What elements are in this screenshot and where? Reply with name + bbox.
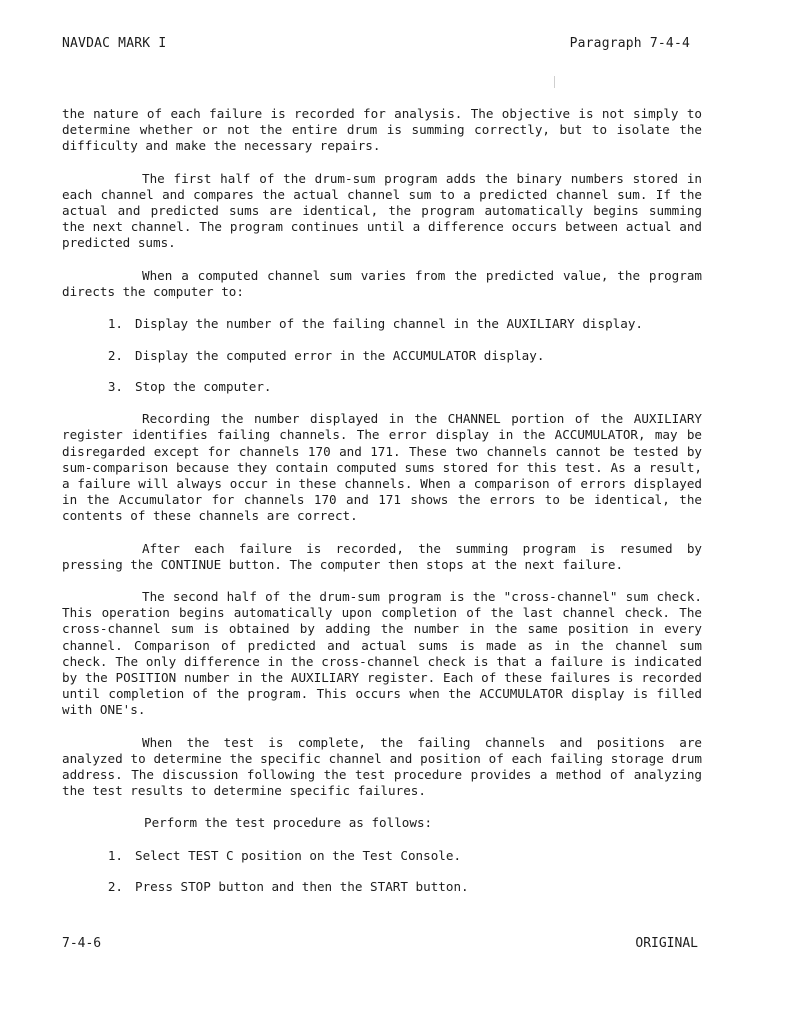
list-number: 3. bbox=[107, 379, 123, 395]
paragraph: When the test is complete, the failing channels and positions are analyzed to determine the specific channel and position of each failing storage drum address. The discussion following the test procedure provides a method of analyzing the test results to determine specific failures. bbox=[62, 734, 702, 799]
list-item bbox=[62, 316, 702, 332]
header-paragraph-ref: Paragraph 7-4-4 bbox=[569, 36, 690, 51]
step-number: 1. bbox=[107, 847, 123, 863]
scan-mark bbox=[554, 76, 555, 88]
list-number: 2. bbox=[107, 347, 123, 363]
step-text: Select TEST C position on the Test Console. bbox=[135, 847, 462, 863]
list-text: Stop the computer. bbox=[135, 379, 272, 395]
footer-status: ORIGINAL bbox=[635, 936, 698, 951]
step-number: 2. bbox=[107, 879, 123, 895]
paragraph: Recording the number displayed in the CHANNEL portion of the AUXILIARY register identifies failing channels. The error display in the ACCUMULATOR, may be disregarded except for channels 170 and 171. These two channels cannot be tested by sum-comparison because they contain computed sums stored for this test. As a result, a failure will always occur in these channels. When a comparison of errors displayed in the Accumulator for channels 170 and 171 shows the errors to be identical, the contents of these channels are correct. bbox=[62, 411, 702, 524]
list-item bbox=[62, 379, 702, 395]
procedure-step bbox=[62, 879, 702, 895]
procedure-step bbox=[62, 848, 702, 864]
body-text bbox=[62, 106, 702, 911]
step-text: Press STOP button and then the START button. bbox=[135, 879, 469, 895]
page-number: 7-4-6 bbox=[62, 936, 102, 951]
list-text: Display the computed error in the ACCUMULATOR display. bbox=[135, 347, 545, 363]
header-title: NAVDAC MARK I bbox=[62, 36, 167, 51]
paragraph: The second half of the drum-sum program is the "cross-channel" sum check. This operation begins automatically upon completion of the last channel check. The cross-channel sum is obtained by adding the number in the same position in every channel. Comparison of predicted and actual sums is made as in the channel sum check. The only difference in the cross-channel check is that a failure is indicated by the POSITION number in the AUXILIARY register. Each of these failures is recorded until completion of the program. This occurs when the ACCUMULATOR display is filled with ONE's. bbox=[62, 588, 702, 718]
procedure-intro: Perform the test procedure as follows: bbox=[144, 815, 433, 831]
paragraph: the nature of each failure is recorded for analysis. The objective is not simply to determine whether or not the entire drum is summing correctly, but to isolate the difficulty and make the necessary repairs. bbox=[62, 106, 702, 154]
paragraph: After each failure is recorded, the summing program is resumed by pressing the CONTINUE button. The computer then stops at the next failure. bbox=[62, 540, 702, 572]
list-item bbox=[62, 348, 702, 364]
list-number: 1. bbox=[107, 316, 123, 332]
list-text: Display the number of the failing channel in the AUXILIARY display. bbox=[135, 316, 643, 332]
paragraph: When a computed channel sum varies from the predicted value, the program directs the computer to: bbox=[62, 267, 702, 299]
paragraph: The first half of the drum-sum program adds the binary numbers stored in each channel and compares the actual channel sum to a predicted channel sum. If the actual and predicted sums are identical, the program automatically begins summing the next channel. The program continues until a difference occurs between actual and predicted sums. bbox=[62, 170, 702, 251]
